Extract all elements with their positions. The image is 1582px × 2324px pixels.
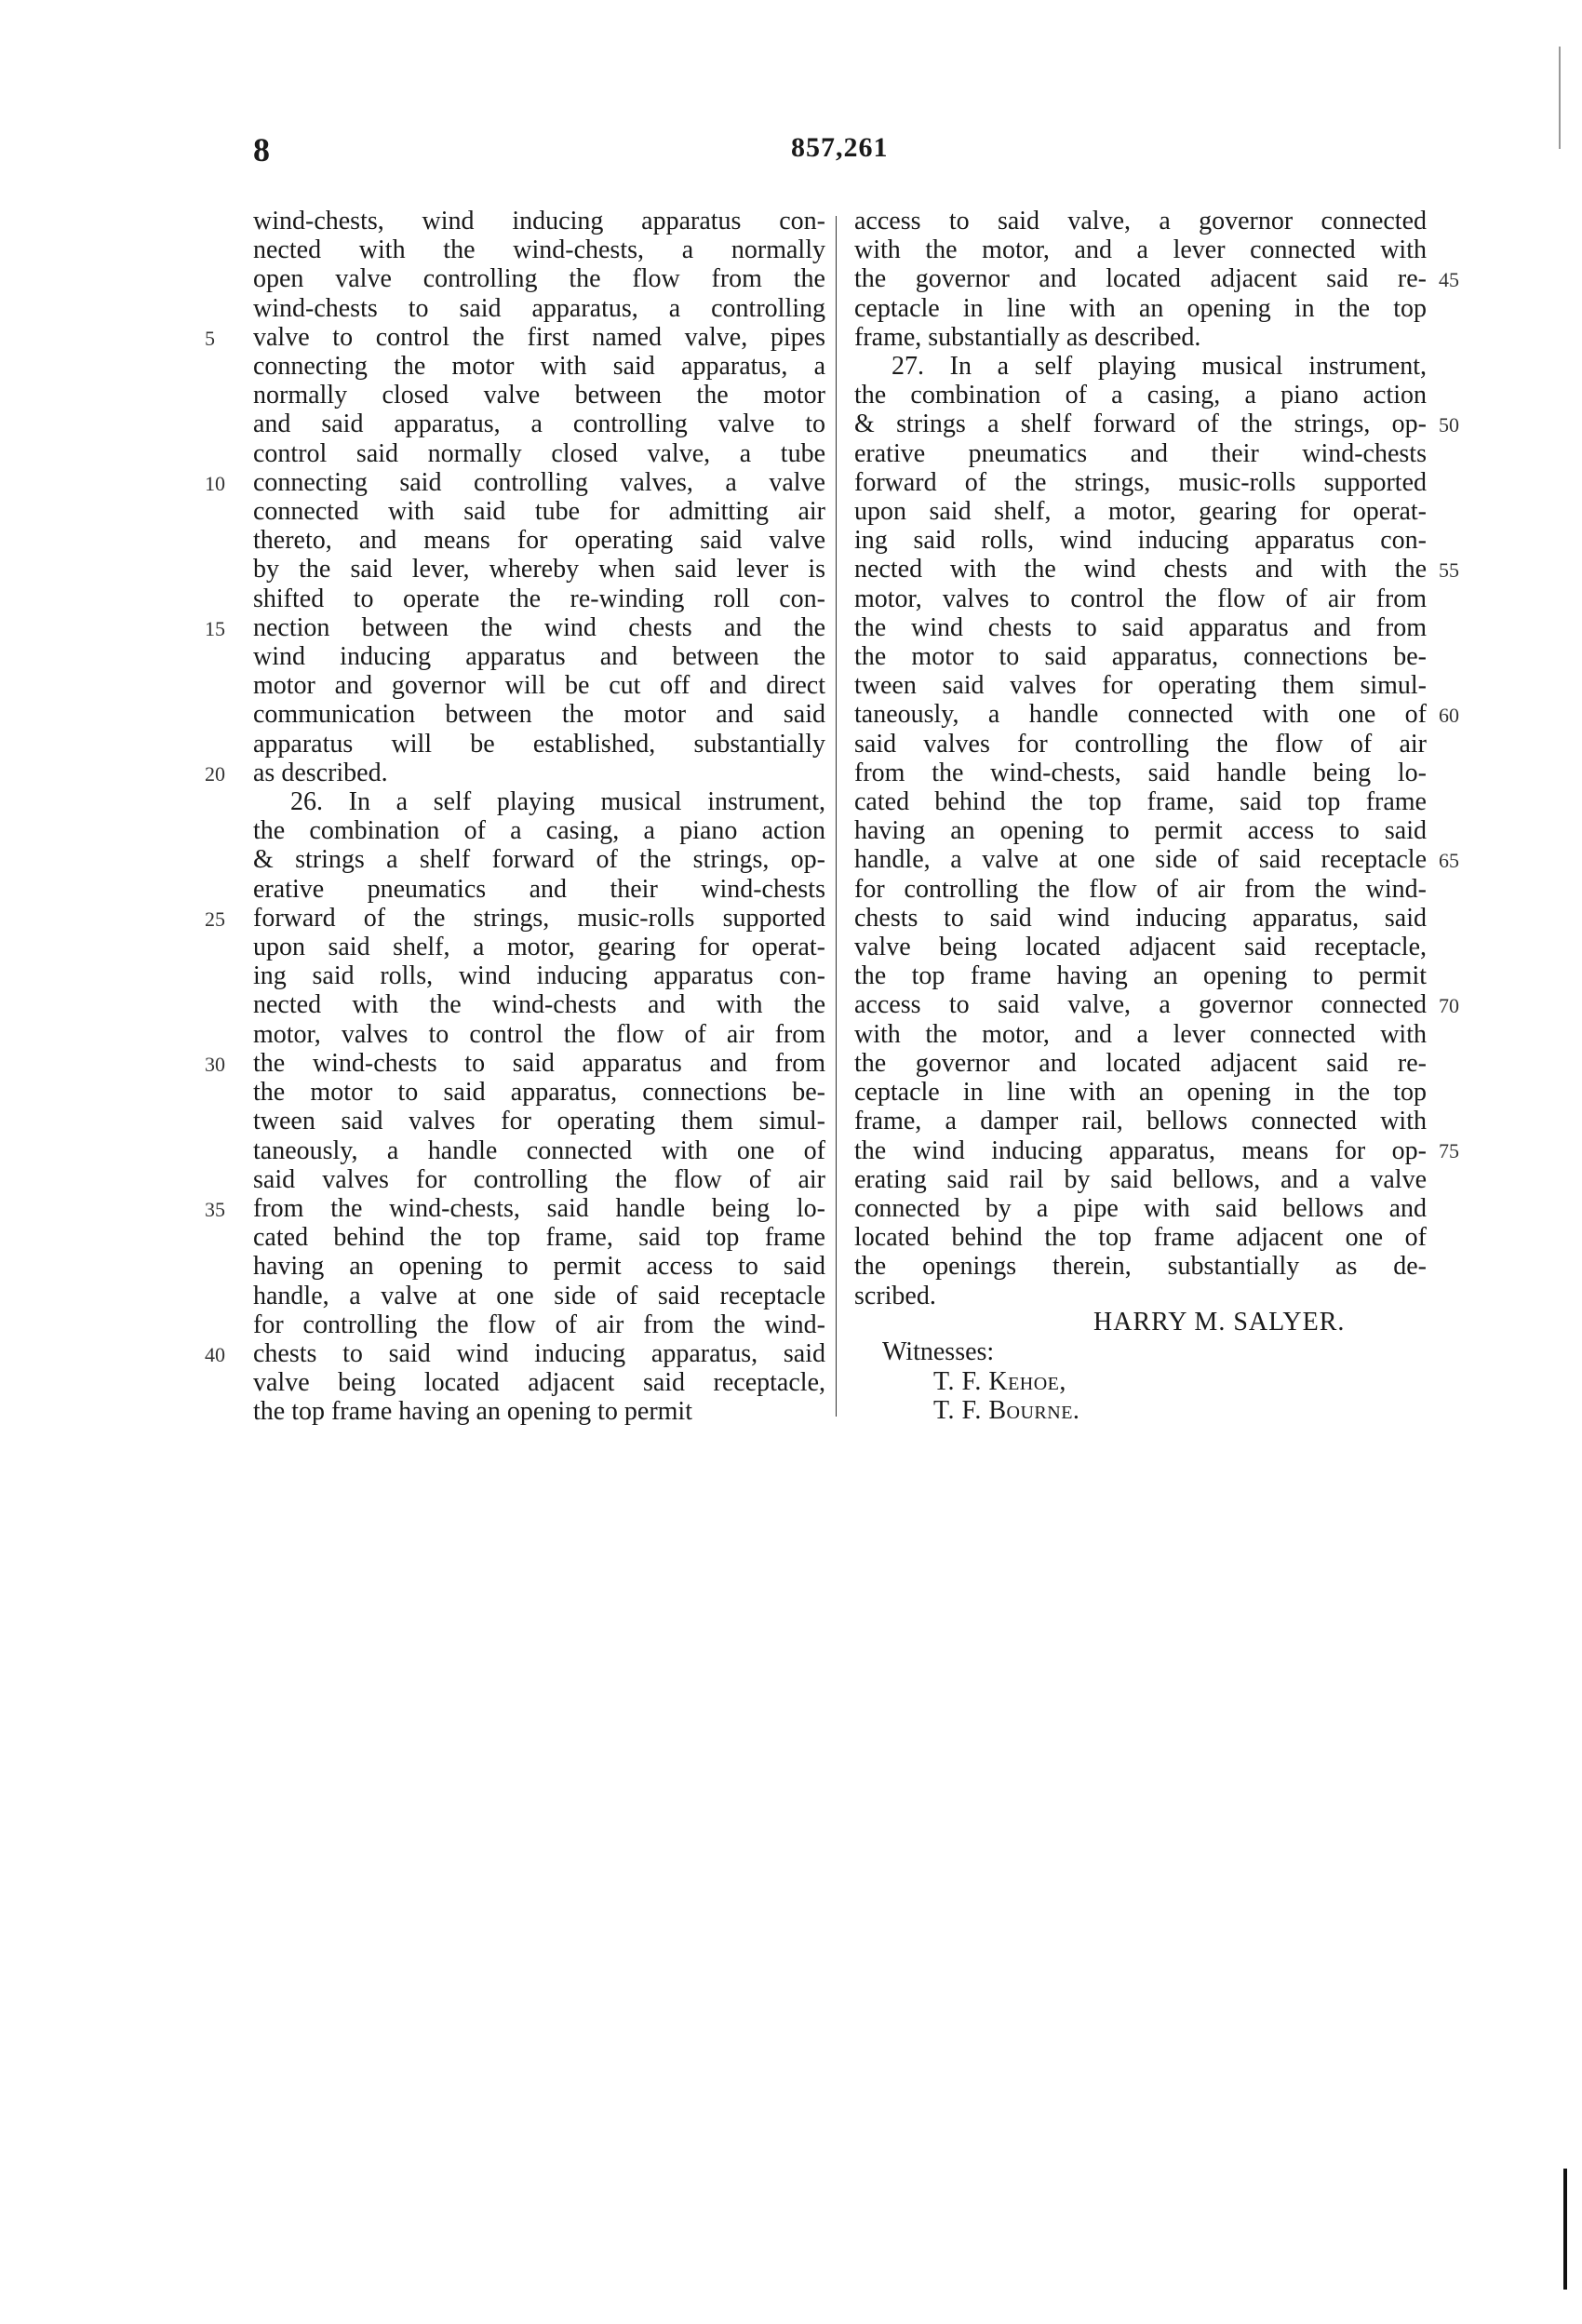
- text-line: scribed.: [854, 1281, 936, 1310]
- text-line: the governor and located adjacent said re-: [854, 1048, 1427, 1078]
- line-number: 25: [205, 907, 225, 931]
- text-line: the motor to said apparatus, connections be-: [253, 1078, 825, 1108]
- text-line: the top frame having an opening to permit: [253, 1397, 692, 1427]
- text-line: with the motor, and a lever connected with: [854, 235, 1427, 265]
- line-number: 20: [205, 761, 225, 786]
- line-number: 45: [1439, 268, 1459, 292]
- line-number: 70: [1439, 994, 1459, 1018]
- text-line: the wind chests to said apparatus and from: [854, 612, 1427, 642]
- text-line: handle, a valve at one side of said receptacle: [253, 1281, 825, 1310]
- text-line: taneously, a handle connected with one of: [253, 1135, 825, 1165]
- text-line: wind inducing apparatus and between the: [253, 642, 825, 672]
- text-line: access to said valve, a governor connected: [854, 207, 1427, 235]
- text-line: 26. In a self playing musical instrument,: [290, 787, 825, 817]
- text-line: communication between the motor and said: [253, 700, 825, 730]
- line-number: 15: [205, 616, 225, 640]
- text-line: for controlling the flow of air from the wind-: [854, 874, 1427, 904]
- text-line: shifted to operate the re-winding roll con-: [253, 584, 825, 613]
- text-line: erative pneumatics and their wind-chests: [854, 438, 1427, 468]
- text-line: from the wind-chests, said handle being lo-: [253, 1193, 825, 1223]
- inventor-signature: HARRY M. SALYER.: [1093, 1308, 1346, 1337]
- text-line: upon said shelf, a motor, gearing for operat-: [253, 933, 825, 962]
- patent-number: 857,261: [791, 132, 889, 163]
- text-line: upon said shelf, a motor, gearing for operat-: [854, 497, 1427, 527]
- text-line: having an opening to permit access to said: [253, 1252, 825, 1282]
- column-divider: [836, 216, 837, 1417]
- text-line: valve being located adjacent said receptacle,: [253, 1368, 825, 1398]
- text-line: erating said rail by said bellows, and a valve: [854, 1164, 1427, 1194]
- text-line: tween said valves for operating them simul-: [854, 671, 1427, 701]
- text-line: having an opening to permit access to said: [854, 816, 1427, 846]
- line-number: 10: [205, 471, 225, 495]
- text-line: frame, substantially as described.: [854, 322, 1201, 352]
- line-number: 60: [1439, 704, 1459, 728]
- witnesses-label: Witnesses:: [882, 1337, 995, 1366]
- text-line: chests to said wind inducing apparatus, said: [854, 903, 1427, 933]
- text-line: access to said valve, a governor connected: [854, 990, 1427, 1020]
- text-line: valve being located adjacent said receptacle,: [854, 933, 1427, 962]
- text-line: handle, a valve at one side of said receptacle: [854, 845, 1427, 875]
- text-line: the governor and located adjacent said re-: [854, 264, 1427, 294]
- text-line: thereto, and means for operating said valve: [253, 526, 825, 556]
- text-line: motor, valves to control the flow of air from: [854, 584, 1427, 613]
- text-line: ceptacle in line with an opening in the top: [854, 1078, 1427, 1108]
- page-number: 8: [253, 131, 270, 168]
- text-line: ing said rolls, wind inducing apparatus con-: [253, 961, 825, 991]
- line-number: 5: [205, 326, 215, 350]
- text-line: & strings a shelf forward of the strings, op-: [854, 410, 1427, 439]
- text-line: forward of the strings, music-rolls supported: [253, 903, 825, 933]
- text-line: connected by a pipe with said bellows and: [854, 1193, 1427, 1223]
- line-number: 55: [1439, 558, 1459, 583]
- text-line: normally closed valve between the motor: [253, 381, 825, 410]
- text-line: the combination of a casing, a piano action: [253, 816, 825, 846]
- text-line: with the motor, and a lever connected with: [854, 1019, 1427, 1049]
- text-line: ceptacle in line with an opening in the top: [854, 293, 1427, 323]
- text-line: connecting said controlling valves, a valve: [253, 467, 825, 497]
- text-line: erative pneumatics and their wind-chests: [253, 874, 825, 904]
- text-line: valve to control the first named valve, pipes: [253, 322, 825, 352]
- text-line: apparatus will be established, substantially: [253, 729, 825, 759]
- line-number: 65: [1439, 849, 1459, 873]
- text-line: forward of the strings, music-rolls supported: [854, 467, 1427, 497]
- text-line: nected with the wind-chests, a normally: [253, 235, 825, 265]
- left-column: [253, 207, 825, 1427]
- text-line: the wind inducing apparatus, means for op-: [854, 1135, 1427, 1165]
- scan-edge-mark: [1559, 47, 1561, 149]
- text-line: said valves for controlling the flow of air: [253, 1164, 825, 1194]
- text-line: taneously, a handle connected with one of: [854, 700, 1427, 730]
- text-line: & strings a shelf forward of the strings, op-: [253, 845, 825, 875]
- text-line: control said normally closed valve, a tube: [253, 438, 825, 468]
- text-line: open valve controlling the flow from the: [253, 264, 825, 294]
- text-line: as described.: [253, 758, 388, 787]
- text-line: located behind the top frame adjacent one of: [854, 1223, 1427, 1253]
- text-line: chests to said wind inducing apparatus, said: [253, 1338, 825, 1368]
- text-line: and said apparatus, a controlling valve to: [253, 410, 825, 439]
- witness-name: T. F. Bourne.: [933, 1396, 1080, 1425]
- line-number: 50: [1439, 413, 1459, 437]
- line-number: 75: [1439, 1139, 1459, 1163]
- text-line: for controlling the flow of air from the wind-: [253, 1310, 825, 1339]
- text-line: cated behind the top frame, said top frame: [253, 1223, 825, 1253]
- text-line: the combination of a casing, a piano action: [854, 381, 1427, 410]
- text-line: motor, valves to control the flow of air from: [253, 1019, 825, 1049]
- text-line: the motor to said apparatus, connections be-: [854, 642, 1427, 672]
- line-number: 35: [205, 1197, 225, 1221]
- text-line: nected with the wind chests and with the: [854, 555, 1427, 584]
- right-column: [854, 207, 1427, 1310]
- text-line: tween said valves for operating them simul-: [253, 1107, 825, 1136]
- text-line: said valves for controlling the flow of air: [854, 729, 1427, 759]
- text-line: wind-chests to said apparatus, a controlling: [253, 293, 825, 323]
- line-number: 30: [205, 1052, 225, 1076]
- text-line: cated behind the top frame, said top frame: [854, 787, 1427, 817]
- text-line: nection between the wind chests and the: [253, 612, 825, 642]
- text-line: wind-chests, wind inducing apparatus con-: [253, 207, 825, 235]
- text-line: 27. In a self playing musical instrument,: [892, 352, 1427, 382]
- scan-edge-mark: [1563, 2169, 1567, 2290]
- text-line: the openings therein, substantially as de-: [854, 1252, 1427, 1282]
- text-line: ing said rolls, wind inducing apparatus con-: [854, 526, 1427, 556]
- line-number: 40: [205, 1342, 225, 1366]
- witness-name: T. F. Kehoe,: [933, 1367, 1066, 1396]
- text-line: nected with the wind-chests and with the: [253, 990, 825, 1020]
- text-line: from the wind-chests, said handle being lo-: [854, 758, 1427, 787]
- text-line: by the said lever, whereby when said lever is: [253, 555, 825, 584]
- text-line: connected with said tube for admitting air: [253, 497, 825, 527]
- text-line: frame, a damper rail, bellows connected with: [854, 1107, 1427, 1136]
- text-line: motor and governor will be cut off and direct: [253, 671, 825, 701]
- text-line: the wind-chests to said apparatus and from: [253, 1048, 825, 1078]
- text-line: the top frame having an opening to permit: [854, 961, 1427, 991]
- text-line: connecting the motor with said apparatus, a: [253, 352, 825, 382]
